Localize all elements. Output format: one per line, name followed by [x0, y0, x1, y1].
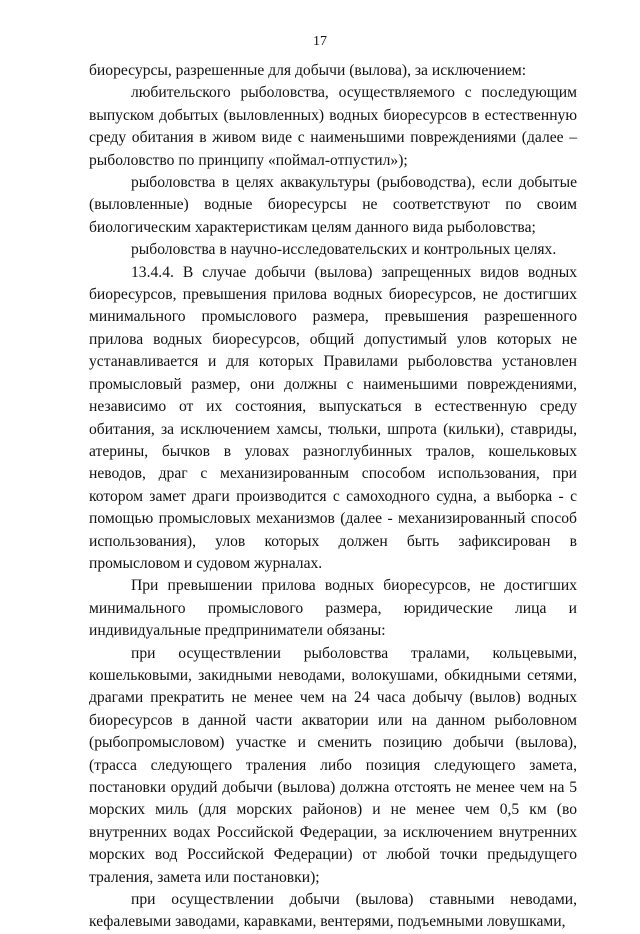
paragraph-exceptions-intro: биоресурсы, разрешенные для добычи (вылова), за исключением: — [89, 62, 527, 79]
document-body — [89, 60, 577, 934]
paragraph-research-fishing: рыболовства в научно-исследовательских и контрольных целях. — [131, 241, 557, 259]
paragraph-recreational-fishing: любительского рыболовства, осуществляемого с последующим выпуском добытых (выловленных) водных биоресурсов в естественную среду обитания в живом виде с наименьшими повреждениями (далее – рыболовство по принципу «поймал-отпустил»); — [89, 84, 577, 169]
paragraph-bycatch-obligations: При превышении прилова водных биоресурсов, не достигших минимального промыслового размера, юридические лица и индивидуальные предприниматели обязаны: — [89, 577, 577, 640]
paragraph-13-4-4: 13.4.4. В случае добычи (вылова) запрещенных видов водных биоресурсов, превышения прилова водных биоресурсов, не достигших минимального промыслового размера, превышения разрешенного прилова водных биоресурсов, общий допустимый улов которых не устанавливается и для которых Правилами рыболовства установлен промысловый размер, они должны с наименьшими повреждениями, независимо от их состояния, выпускаться в естественную среду обитания, за исключением хамсы, тюльки, шпрота (кильки), ставриды, атерины, бычков в уловах разноглубинных тралов, кошельковых неводов, драг с механизированным способом использования, при котором замет драги производится с самоходного судна, а выборка - с помощью промысловых механизмов (далее - механизированный способ использования), улов которых должен быть зафиксирован в промысловом и судовом журналах. — [89, 263, 577, 572]
paragraph-fixed-gear-fishing: при осуществлении добычи (вылова) ставными неводами, кефалевыми заводами, каравками, вентерями, подъемными ловушками, — [89, 891, 577, 931]
paragraph-trawl-fishing: при осуществлении рыболовства тралами, кольцевыми, кошельковыми, закидными неводами, волокушами, обкидными сетями, драгами прекратить не менее чем на 24 часа добычу (вылов) водных биоресурсов в данной части акватории или на данном рыболовном (рыбопромысловом) участке и сменить позицию добычи (вылова), (трасса следующего траления либо позиция следующего замета, постановки орудий добычи (вылова) должна отстоять не менее чем на 5 морских миль (для морских районов) и не менее чем 0,5 км (во внутренних водах Российской Федерации, за исключением внутренних морских вод Российской Федерации) от любой точки предыдущего траления, замета или постановки); — [89, 644, 577, 886]
paragraph-aquaculture: рыболовства в целях аквакультуры (рыбоводства), если добытые (выловленные) водные биоресурсы не соответствуют по своим биологическим характеристикам целям данного вида рыболовства; — [89, 174, 577, 236]
page-number: 17 — [313, 34, 327, 49]
